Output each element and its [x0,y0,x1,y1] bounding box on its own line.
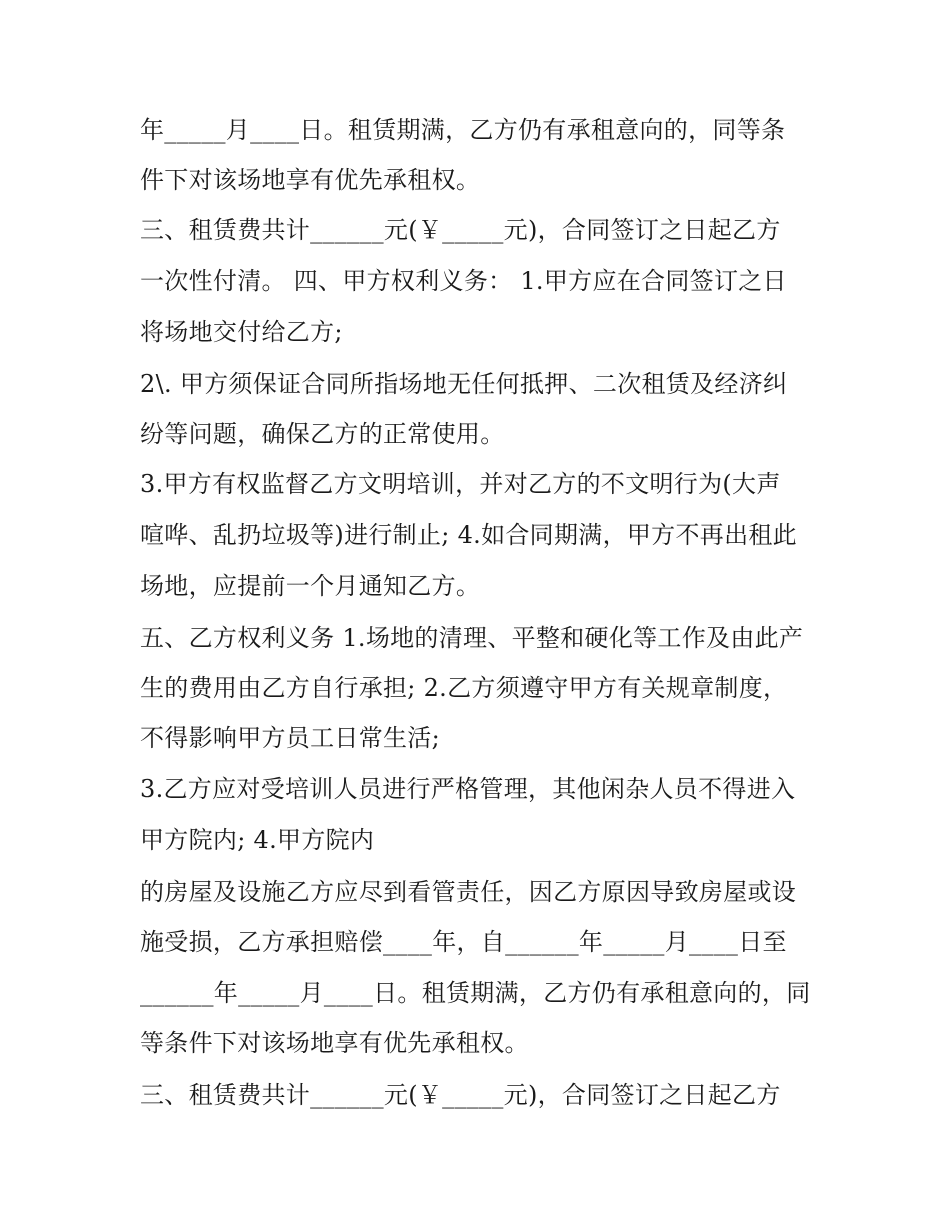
text-line: 一次性付清。 四、甲方权利义务： 1.甲方应在合同签订之日 [140,267,787,295]
text-line: 年_____月____日。租赁期满，乙方仍有承租意向的，同等条 [140,116,786,144]
text-line: 场地，应提前一个月通知乙方。 [140,572,481,600]
text-line: 的房屋及设施乙方应尽到看管责任，因乙方原因导致房屋或设 [140,878,797,906]
text-line: ______年_____月____日。租赁期满，乙方仍有承租意向的，同 [140,979,811,1007]
text-line: 不得影响甲方员工日常生活; [140,724,440,752]
text-line: 纷等问题，确保乙方的正常使用。 [140,420,505,448]
text-line: 甲方院内; 4.甲方院内 [140,826,375,854]
text-line: 生的费用由乙方自行承担; 2.乙方须遵守甲方有关规章制度， [140,674,788,702]
text-line: 施受损，乙方承担赔偿____年，自______年_____月____日至 [140,928,787,956]
text-line: 2\. 甲方须保证合同所指场地无任何抵押、二次租赁及经济纠 [140,370,788,398]
text-line: 等条件下对该场地享有优先承租权。 [140,1029,529,1057]
text-line: 三、租赁费共计______元(￥_____元)，合同签订之日起乙方 [140,1081,781,1109]
text-line: 3.甲方有权监督乙方文明培训，并对乙方的不文明行为(大声 [140,470,781,498]
text-line: 三、租赁费共计______元(￥_____元)，合同签订之日起乙方 [140,216,781,244]
text-line: 件下对该场地享有优先承租权。 [140,166,481,194]
text-line: 喧哗、乱扔垃圾等)进行制止; 4.如合同期满，甲方不再出租此 [140,521,797,549]
text-line: 3.乙方应对受培训人员进行严格管理，其他闲杂人员不得进入 [140,775,796,803]
text-line: 将场地交付给乙方; [140,318,343,346]
text-line: 五、乙方权利义务 1.场地的清理、平整和硬化等工作及由此产 [140,624,804,652]
